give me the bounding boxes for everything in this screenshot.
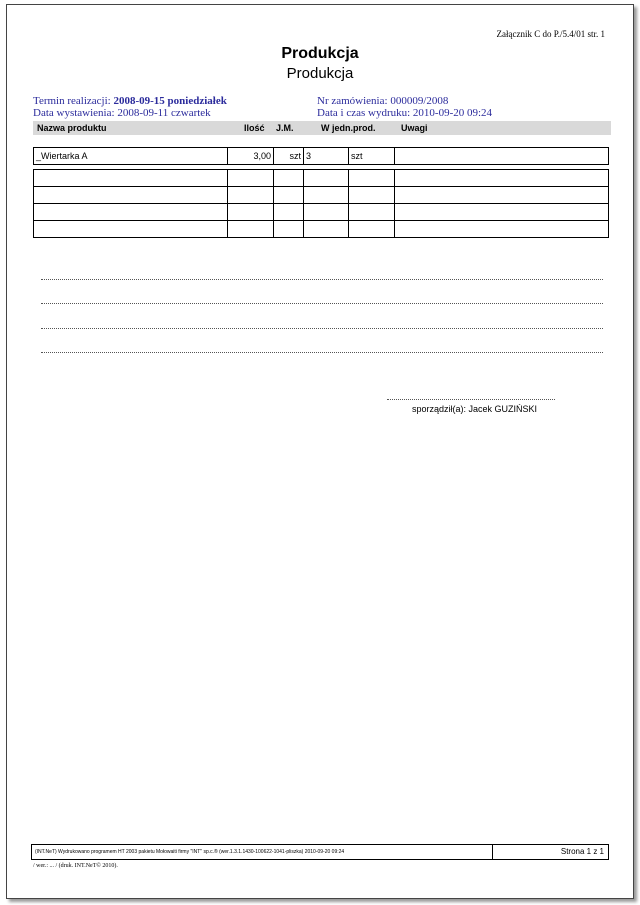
signature-line [387,399,555,400]
dotted-line [41,303,603,304]
dotted-line [41,279,603,280]
data-wydruku-label: Data i czas wydruku: [317,107,411,119]
col-header-per-unit: W jedn.prod. [321,123,376,133]
dotted-line [41,328,603,329]
version-note: / wer.: ... / (druk. INT.NeT© 2010). [33,863,118,869]
nr-zamowienia-value: 000009/2008 [390,95,449,107]
table-row [34,148,609,165]
col-header-name: Nazwa produktu [37,123,107,133]
table-row [34,204,609,221]
document-title: Produkcja [281,45,359,62]
termin-label: Termin realizacji: [33,95,111,107]
product-qty: 3,00 [228,148,274,165]
footer-separator [492,845,493,859]
product-unit: szt [274,148,304,165]
product-per-unit: 3 [304,148,349,165]
table-row [34,221,609,238]
termin-value: 2008-09-15 poniedziałek [113,95,227,107]
data-wystawienia-value: 2008-09-11 czwartek [117,107,211,119]
empty-table [33,169,609,238]
annex-note: Załącznik C do P./5.4/01 str. 1 [496,29,605,39]
col-header-unit: J.M. [276,123,294,133]
footer-print-info: (INT.NeT) Wydrukowano programem HT 2003 pakietu Mołowaiti firmy "INT" sp.c.® (wer.1.3.1.1430-100622-1041-pliszka) 2010-09-20 09:24 [35,849,345,855]
product-per-unit-unit: szt [349,148,395,165]
termin-line [33,95,227,107]
footer-page-number: Strona 1 z 1 [560,847,604,856]
col-header-notes: Uwagi [401,123,428,133]
signature-text: sporządził(a): Jacek GUZIŃSKI [412,404,538,414]
document-subtitle: Produkcja [286,65,354,82]
table-header [33,121,611,135]
table-row [34,170,609,187]
product-name: _Wiertarka A [34,148,228,165]
data-wystawienia-label: Data wystawienia: [33,107,115,119]
product-notes [395,148,609,165]
data-wydruku-value: 2010-09-20 09:24 [412,107,493,119]
data-wydruku-line [317,107,492,119]
document-page [6,4,634,899]
footer-box [31,844,609,860]
nr-zamowienia-line [317,95,448,107]
dotted-line [41,352,603,353]
product-table [33,147,609,165]
data-wystawienia-line [33,107,211,119]
col-header-qty: Ilość [244,123,265,133]
nr-zamowienia-label: Nr zamówienia: [317,95,388,107]
table-row [34,187,609,204]
